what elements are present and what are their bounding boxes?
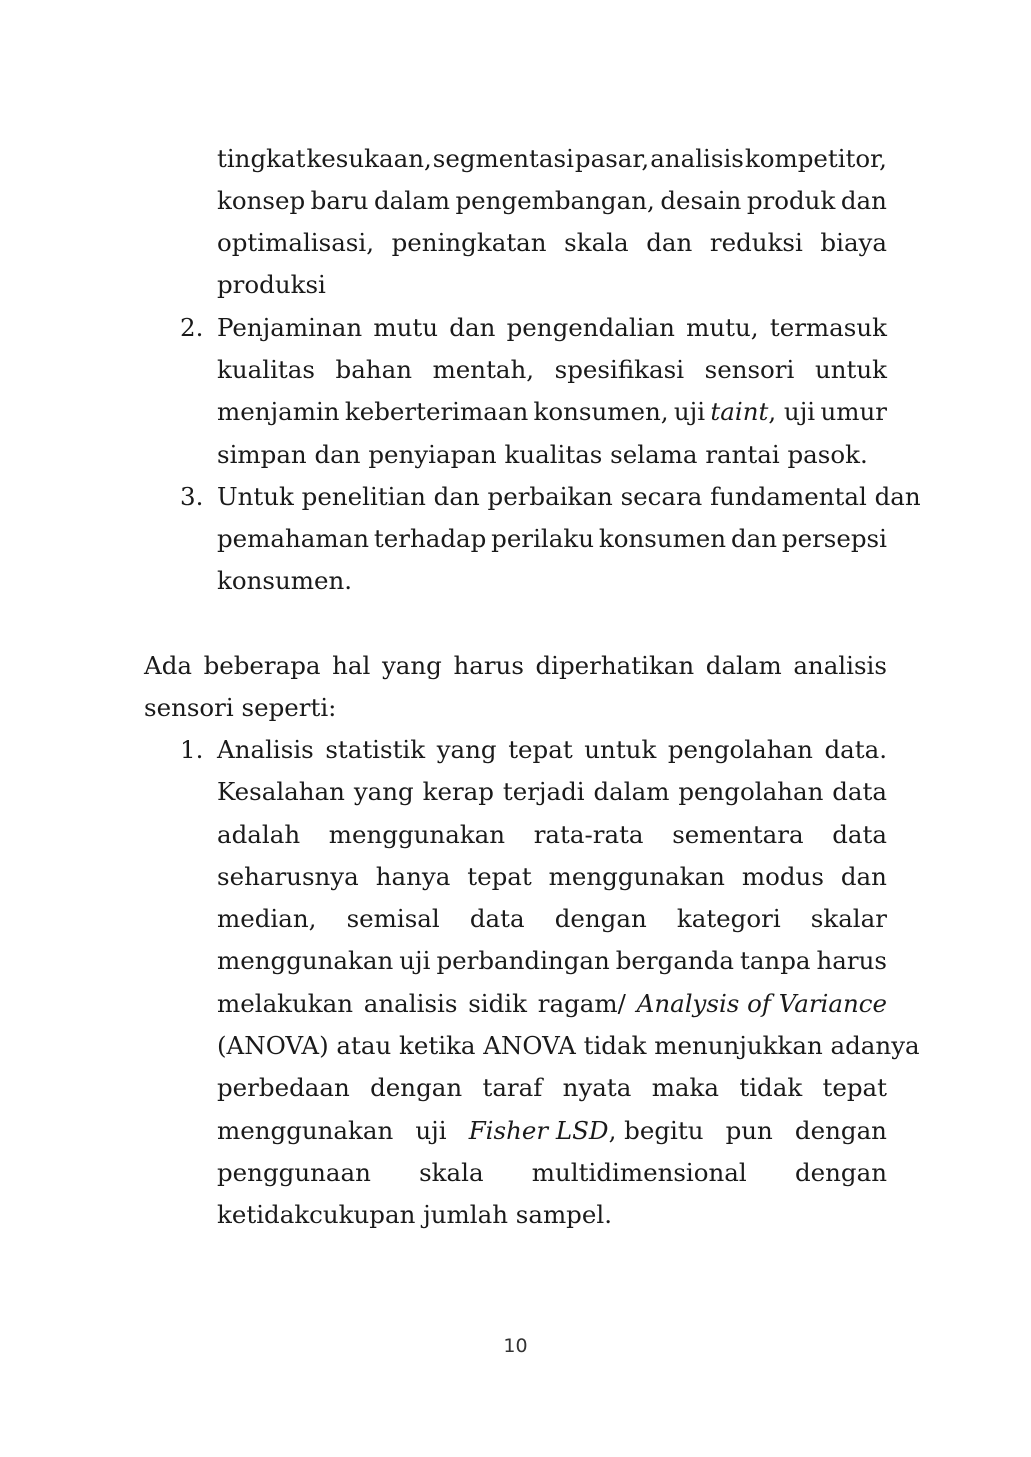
italic-term: Analysis of Variance <box>636 989 887 1018</box>
text-line: kualitas bahan mentah, spesifikasi sensori untuk <box>217 355 887 384</box>
text-line: Ada beberapa hal yang harus diperhatikan dalam analisis <box>144 651 887 680</box>
text-line: tingkat kesukaan, segmentasi pasar, analisis kompetitor, <box>217 144 887 173</box>
text-line: menjamin keberterimaan konsumen, uji taint, uji umur <box>217 397 887 426</box>
text-line: Kesalahan yang kerap terjadi dalam pengolahan data <box>217 777 887 806</box>
text-line: penggunaan skala multidimensional dengan <box>217 1158 887 1187</box>
text-line: (ANOVA) atau ketika ANOVA tidak menunjukkan adanya <box>217 1031 920 1060</box>
text-line: konsep baru dalam pengembangan, desain produk dan <box>217 186 887 215</box>
text-line: ketidakcukupan jumlah sampel. <box>217 1200 612 1229</box>
text-line: Untuk penelitian dan perbaikan secara fundamental dan <box>217 482 921 511</box>
text-line: konsumen. <box>217 566 353 595</box>
list-number: 1. <box>180 735 204 764</box>
text-line: adalah menggunakan rata-rata sementara data <box>217 820 887 849</box>
text-line: perbedaan dengan taraf nyata maka tidak tepat <box>217 1073 887 1102</box>
text-line: pemahaman terhadap perilaku konsumen dan persepsi <box>217 524 887 553</box>
text-line: simpan dan penyiapan kualitas selama rantai pasok. <box>217 440 868 469</box>
text-line: produksi <box>217 270 326 299</box>
text-line: menggunakan uji perbandingan berganda tanpa harus <box>217 946 887 975</box>
text-line: optimalisasi, peningkatan skala dan reduksi biaya <box>217 228 887 257</box>
text-line: Analisis statistik yang tepat untuk pengolahan data. <box>217 735 887 764</box>
italic-term: Fisher LSD <box>468 1116 609 1145</box>
text-line: seharusnya hanya tepat menggunakan modus dan <box>217 862 887 891</box>
italic-term: taint <box>710 397 769 426</box>
list-number: 3. <box>180 482 204 511</box>
page-number: 10 <box>503 1335 528 1357</box>
list-number: 2. <box>180 313 204 342</box>
text-line: sensori seperti: <box>144 693 337 722</box>
text-line: menggunakan uji Fisher LSD, begitu pun dengan <box>217 1116 887 1145</box>
text-line: median, semisal data dengan kategori skalar <box>217 904 887 933</box>
text-line: melakukan analisis sidik ragam/ Analysis of Variance <box>217 989 887 1018</box>
text-line: Penjaminan mutu dan pengendalian mutu, termasuk <box>217 313 887 342</box>
